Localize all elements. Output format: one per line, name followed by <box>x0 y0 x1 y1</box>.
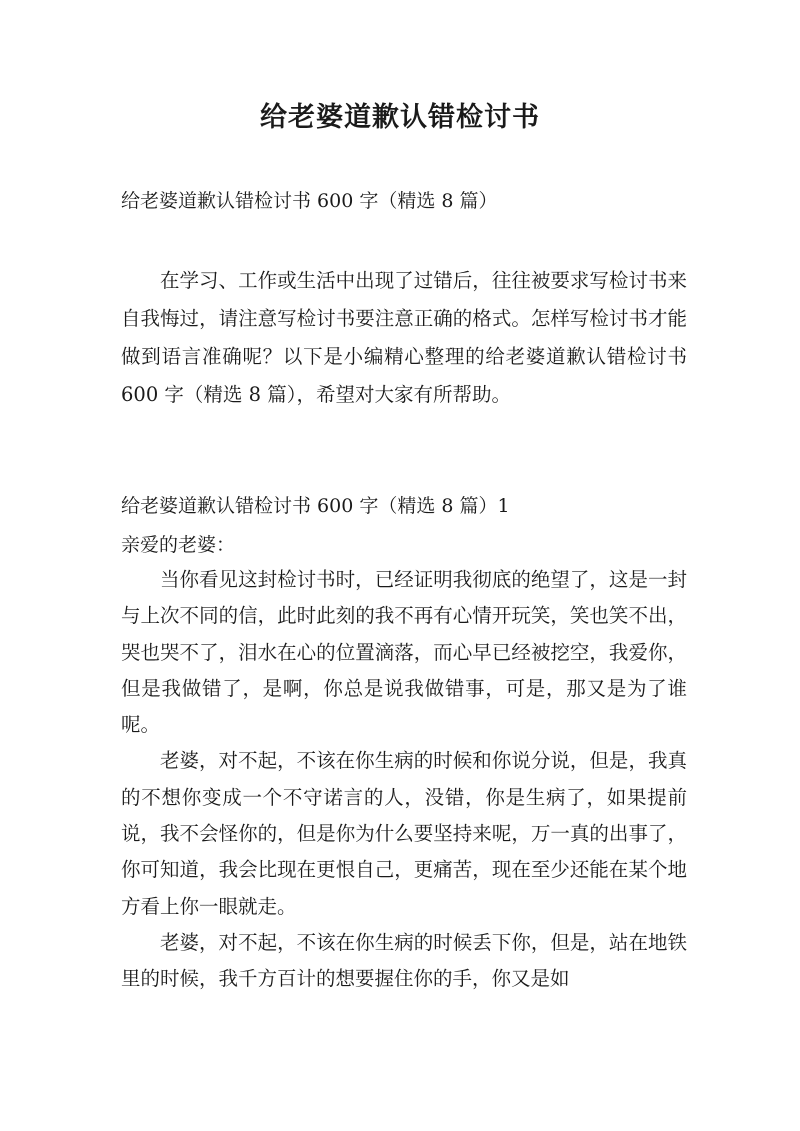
document-subtitle: 给老婆道歉认错检讨书 600 字（精选 8 篇） <box>121 190 498 212</box>
letter-paragraph: 老婆，对不起，不该在你生病的时候和你说分说，但是，我真的不想你变成一个不守诺言的人，没错，你是生病了，如果提前说，我不会怪你的，但是你为什么要坚持来呢，万一真的出事了，你可知道，我会比现在更恨自己，更痛苦，现在至少还能在某个地方看上你一眼就走。 <box>121 749 687 918</box>
letter-paragraph: 当你看见这封检讨书时，已经证明我彻底的绝望了，这是一封与上次不同的信，此时此刻的我不再有心情开玩笑，笑也笑不出，哭也哭不了，泪水在心的位置滴落，而心早已经被挖空，我爱你，但是我做错了，是啊，你总是说我做错事，可是，那又是为了谁呢。 <box>121 568 687 737</box>
letter-paragraph: 老婆，对不起，不该在你生病的时候丢下你，但是，站在地铁里的时候，我千方百计的想要握住你的手，你又是如 <box>121 930 687 991</box>
document-title: 给老婆道歉认错检讨书 <box>260 102 540 133</box>
letter-greeting: 亲爱的老婆： <box>121 534 236 556</box>
letter-body <box>121 562 687 998</box>
intro-paragraph: 在学习、工作或生活中出现了过错后，往往被要求写检讨书来自我悔过，请注意写检讨书要注意正确的格式。怎样写检讨书才能做到语言准确呢？以下是小编精心整理的给老婆道歉认错检讨书 600 字（精选 8 篇），希望对大家有所帮助。 <box>121 269 687 406</box>
section-heading: 给老婆道歉认错检讨书 600 字（精选 8 篇）1 <box>121 495 510 517</box>
